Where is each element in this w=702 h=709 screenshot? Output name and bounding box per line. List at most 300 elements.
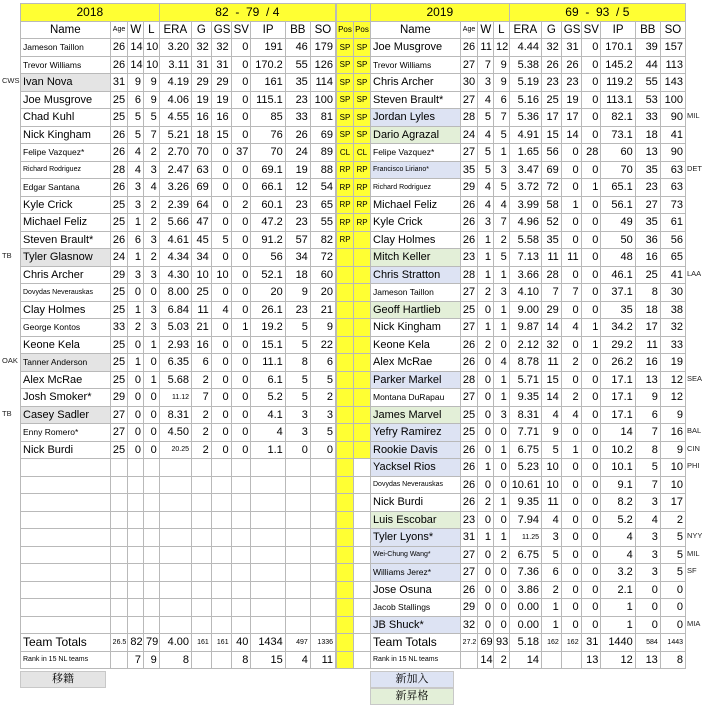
stat-age: 25 (110, 284, 128, 302)
stat-ip: 170.2 (251, 56, 285, 74)
column-header: SV (231, 21, 251, 39)
stat-so: 100 (660, 91, 685, 109)
stat-sv: 2 (231, 196, 251, 214)
stat-so: 65 (310, 196, 335, 214)
stat-ip: 19.2 (251, 319, 285, 337)
stat-gs: 0 (561, 231, 581, 249)
total-gs: 161 (211, 634, 231, 652)
stat-bb: 8 (635, 441, 660, 459)
position-cell (354, 284, 371, 302)
stat-w: 3 (128, 179, 144, 197)
empty-cell (192, 494, 212, 512)
column-header: SO (660, 21, 685, 39)
player-name: Chris Stratton (371, 266, 461, 284)
position-row (337, 301, 371, 319)
stat-w: 4 (128, 161, 144, 179)
player-row (371, 319, 686, 337)
stat-bb: 35 (285, 74, 310, 92)
stat-era: 4.91 (509, 126, 541, 144)
stat-g: 1 (542, 616, 562, 634)
stat-so: 56 (660, 231, 685, 249)
stat-sv: 0 (231, 249, 251, 267)
stat-w: 4 (478, 91, 494, 109)
stat-bb: 13 (635, 144, 660, 162)
stat-age: 25 (110, 91, 128, 109)
empty-cell (21, 546, 111, 564)
stat-ip: 60 (601, 144, 635, 162)
player-name: Nick Burdi (371, 494, 461, 512)
stat-l: 0 (494, 616, 510, 634)
column-header: IP (601, 21, 635, 39)
empty-cell (211, 581, 231, 599)
stat-age: 28 (460, 371, 478, 389)
stat-sv: 0 (581, 511, 601, 529)
player-row (21, 179, 336, 197)
player-name: Chris Archer (371, 74, 461, 92)
stat-so: 9 (310, 319, 335, 337)
stat-sv: 0 (581, 91, 601, 109)
rank-gs (561, 651, 581, 669)
stat-l: 4 (494, 354, 510, 372)
empty-cell (128, 529, 144, 547)
stat-w: 1 (128, 354, 144, 372)
empty-row (21, 616, 336, 634)
stat-so: 41 (660, 126, 685, 144)
stat-era: 4.50 (159, 424, 191, 442)
player-row (371, 231, 686, 249)
position-row (337, 546, 371, 564)
total-age: 26.5 (110, 634, 128, 652)
total-w: 82 (128, 634, 144, 652)
stat-era: 3.47 (509, 161, 541, 179)
player-name: Kyle Crick (21, 196, 111, 214)
empty-cell (159, 581, 191, 599)
stat-sv: 0 (581, 126, 601, 144)
position-column (336, 3, 371, 669)
empty-row (21, 529, 336, 547)
stat-gs: 0 (561, 546, 581, 564)
position-cell (354, 301, 371, 319)
stat-age: 25 (110, 441, 128, 459)
stat-sv: 0 (581, 441, 601, 459)
stat-sv: 0 (231, 284, 251, 302)
stat-w: 0 (478, 511, 494, 529)
player-name: Chris Archer (21, 266, 111, 284)
stat-w: 1 (128, 249, 144, 267)
stat-sv: 0 (581, 56, 601, 74)
stat-so: 22 (310, 336, 335, 354)
stat-l: 2 (144, 196, 160, 214)
empty-cell (144, 599, 160, 617)
team-label: MIL (687, 111, 700, 120)
stat-g: 29 (192, 74, 212, 92)
empty-cell (159, 494, 191, 512)
stat-g: 1 (542, 599, 562, 617)
stat-age: 25 (110, 301, 128, 319)
player-row (371, 511, 686, 529)
position-row (337, 581, 371, 599)
stat-era: 8.31 (509, 406, 541, 424)
team-label: NYY (687, 531, 702, 540)
player-row (371, 39, 686, 57)
stat-l: 3 (494, 161, 510, 179)
position-cell (337, 459, 354, 477)
stat-l: 3 (144, 231, 160, 249)
stat-l: 9 (494, 56, 510, 74)
rank-sv: 8 (231, 651, 251, 669)
rank-so: 8 (660, 651, 685, 669)
position-row (337, 459, 371, 477)
team-label: OAK (2, 356, 18, 365)
stat-bb: 23 (285, 301, 310, 319)
player-name: Geoff Hartlieb (371, 301, 461, 319)
stat-gs: 0 (211, 336, 231, 354)
player-row (371, 616, 686, 634)
stat-age: 27 (110, 406, 128, 424)
stat-sv: 37 (231, 144, 251, 162)
stat-l: 6 (494, 91, 510, 109)
stat-era: 0.00 (509, 599, 541, 617)
stat-gs: 15 (211, 126, 231, 144)
stat-g: 16 (192, 336, 212, 354)
empty-row (21, 564, 336, 582)
position-cell (354, 354, 371, 372)
player-row (21, 354, 336, 372)
column-header: SV (581, 21, 601, 39)
stat-ip: 56 (251, 249, 285, 267)
stat-l: 3 (144, 301, 160, 319)
position-cell: SP (354, 126, 371, 144)
empty-cell (285, 476, 310, 494)
stat-l: 0 (494, 581, 510, 599)
stat-age: 27 (460, 284, 478, 302)
position-cell (337, 371, 354, 389)
stat-w: 0 (128, 389, 144, 407)
player-row (21, 389, 336, 407)
stat-g: 2 (192, 424, 212, 442)
position-cell (337, 581, 354, 599)
stat-g: 18 (192, 126, 212, 144)
column-header: G (192, 21, 212, 39)
player-row (371, 91, 686, 109)
stat-gs: 0 (561, 266, 581, 284)
position-row (337, 494, 371, 512)
stat-ip: 20 (251, 284, 285, 302)
stat-g: 7 (542, 284, 562, 302)
position-cell (337, 319, 354, 337)
stat-so: 82 (310, 231, 335, 249)
stat-w: 5 (478, 161, 494, 179)
stat-bb: 55 (285, 56, 310, 74)
empty-cell (211, 494, 231, 512)
stat-w: 0 (128, 284, 144, 302)
position-cell (354, 371, 371, 389)
stat-era: 9.35 (509, 494, 541, 512)
stat-w: 0 (478, 389, 494, 407)
position-row (337, 214, 371, 232)
empty-cell (21, 511, 111, 529)
player-name: Nick Kingham (21, 126, 111, 144)
stat-gs: 11 (561, 249, 581, 267)
stat-bb: 26 (285, 126, 310, 144)
stat-g: 26 (542, 56, 562, 74)
position-cell (337, 301, 354, 319)
stat-sv: 1 (581, 179, 601, 197)
stat-era: 7.94 (509, 511, 541, 529)
stat-ip: 56.1 (601, 196, 635, 214)
rank-ip: 12 (601, 651, 635, 669)
position-row (337, 109, 371, 127)
stat-bb: 0 (635, 599, 660, 617)
stat-so: 5 (660, 546, 685, 564)
stat-ip: 69.1 (251, 161, 285, 179)
empty-cell (211, 616, 231, 634)
stat-ip: 10.1 (601, 459, 635, 477)
stat-era: 6.75 (509, 546, 541, 564)
stat-ip: 5.2 (251, 389, 285, 407)
player-name: Richard Rodriguez (21, 161, 111, 179)
stat-era: 20.25 (159, 441, 191, 459)
stat-sv: 1 (581, 336, 601, 354)
stat-so: 0 (660, 581, 685, 599)
stat-bb: 27 (635, 196, 660, 214)
stat-l: 0 (144, 424, 160, 442)
stat-bb: 23 (285, 214, 310, 232)
empty-cell (128, 476, 144, 494)
position-cell (354, 441, 371, 459)
position-cell (354, 336, 371, 354)
stat-ip: 17.1 (601, 406, 635, 424)
position-cell: SP (337, 39, 354, 57)
stat-g: 69 (192, 179, 212, 197)
stat-era: 4.44 (509, 39, 541, 57)
player-row (371, 441, 686, 459)
stat-bb: 9 (635, 389, 660, 407)
stat-l: 7 (494, 214, 510, 232)
stat-g: 32 (542, 39, 562, 57)
stat-w: 0 (478, 441, 494, 459)
stat-ip: 60.1 (251, 196, 285, 214)
stat-so: 63 (660, 161, 685, 179)
empty-cell (211, 564, 231, 582)
stat-age: 29 (460, 179, 478, 197)
position-cell: SP (337, 74, 354, 92)
player-name: Ivan Nova (21, 74, 111, 92)
stat-ip: 29.2 (601, 336, 635, 354)
rank-l: 2 (494, 651, 510, 669)
stat-era: 3.99 (509, 196, 541, 214)
stat-gs: 0 (211, 214, 231, 232)
stat-sv: 0 (581, 74, 601, 92)
rank-w: 14 (478, 651, 494, 669)
stat-age: 32 (460, 616, 478, 634)
stat-ip: 70 (601, 161, 635, 179)
stat-gs: 0 (211, 389, 231, 407)
empty-cell (251, 494, 285, 512)
stat-l: 2 (144, 249, 160, 267)
empty-cell (211, 459, 231, 477)
stat-g: 70 (192, 144, 212, 162)
stat-age: 27 (460, 144, 478, 162)
empty-cell (192, 529, 212, 547)
stat-so: 5 (310, 424, 335, 442)
stat-g: 9 (542, 424, 562, 442)
stat-w: 5 (128, 126, 144, 144)
stat-era: 6.75 (509, 441, 541, 459)
stat-g: 4 (542, 406, 562, 424)
player-name: Jose Osuna (371, 581, 461, 599)
position-cell: RP (354, 161, 371, 179)
stat-era: 4.10 (509, 284, 541, 302)
stat-sv: 0 (581, 266, 601, 284)
stat-g: 2 (542, 581, 562, 599)
stat-w: 7 (478, 56, 494, 74)
stat-sv: 1 (231, 319, 251, 337)
stat-sv: 0 (231, 231, 251, 249)
stat-era: 8.31 (159, 406, 191, 424)
position-row (337, 354, 371, 372)
stat-age: 33 (110, 319, 128, 337)
stat-l: 5 (494, 249, 510, 267)
rank-label: Rank in 15 NL teams (21, 651, 111, 669)
pos-header-right: Pos (354, 21, 371, 39)
empty-cell (110, 459, 128, 477)
stat-bb: 18 (285, 266, 310, 284)
position-cell (354, 546, 371, 564)
player-name: Jameson Taillon (21, 39, 111, 57)
player-name: JB Shuck* (371, 616, 461, 634)
stat-age: 25 (110, 354, 128, 372)
position-row (337, 231, 371, 249)
player-row (371, 284, 686, 302)
stat-w: 4 (128, 144, 144, 162)
stat-so: 113 (660, 56, 685, 74)
empty-cell (128, 546, 144, 564)
stat-ip: 3.2 (601, 564, 635, 582)
team-label: BAL (687, 426, 702, 435)
empty-cell (285, 581, 310, 599)
empty-cell (211, 476, 231, 494)
empty-cell (211, 529, 231, 547)
position-row (337, 56, 371, 74)
stat-w: 0 (128, 371, 144, 389)
empty-cell (192, 546, 212, 564)
stat-sv: 0 (581, 231, 601, 249)
empty-cell (310, 529, 335, 547)
total-g: 161 (192, 634, 212, 652)
stat-ip: 14 (601, 424, 635, 442)
player-name: Alex McRae (21, 371, 111, 389)
player-name: Tyler Lyons* (371, 529, 461, 547)
stat-sv: 0 (581, 249, 601, 267)
empty-cell (285, 529, 310, 547)
empty-cell (285, 564, 310, 582)
empty-cell (231, 494, 251, 512)
stat-l: 2 (494, 546, 510, 564)
position-cell (337, 441, 354, 459)
stat-sv: 1 (581, 319, 601, 337)
stat-era: 2.12 (509, 336, 541, 354)
player-row (21, 284, 336, 302)
position-cell (354, 581, 371, 599)
player-name: Trevor Williams (371, 56, 461, 74)
stat-ip: 191 (251, 39, 285, 57)
team-label: SF (687, 566, 697, 575)
position-cell (354, 529, 371, 547)
stat-bb: 53 (635, 91, 660, 109)
stat-gs: 0 (561, 616, 581, 634)
position-cell: SP (354, 39, 371, 57)
empty-cell (159, 616, 191, 634)
position-row (337, 74, 371, 92)
stat-g: 15 (542, 126, 562, 144)
empty-cell (128, 459, 144, 477)
stat-bb: 13 (635, 371, 660, 389)
stat-g: 10 (542, 459, 562, 477)
player-name: Keone Kela (371, 336, 461, 354)
stat-gs: 0 (211, 196, 231, 214)
stat-g: 10 (542, 476, 562, 494)
stat-era: 0.00 (509, 616, 541, 634)
total-so: 1336 (310, 634, 335, 652)
stat-bb: 9 (285, 284, 310, 302)
stat-era: 1.65 (509, 144, 541, 162)
stat-gs: 1 (561, 441, 581, 459)
stat-g: 21 (192, 319, 212, 337)
empty-cell (21, 616, 111, 634)
empty-cell (21, 476, 111, 494)
stat-age: 25 (110, 336, 128, 354)
stat-ip: 5.2 (601, 511, 635, 529)
stat-l: 1 (494, 319, 510, 337)
stat-gs: 0 (561, 494, 581, 512)
stat-age: 26 (110, 144, 128, 162)
empty-cell (310, 511, 335, 529)
stat-gs: 16 (211, 109, 231, 127)
stat-gs: 0 (561, 564, 581, 582)
stat-bb: 36 (635, 231, 660, 249)
player-name: Joe Musgrove (371, 39, 461, 57)
stat-w: 1 (478, 529, 494, 547)
stat-era: 5.19 (509, 74, 541, 92)
stat-so: 5 (660, 564, 685, 582)
stat-age: 25 (110, 371, 128, 389)
stat-ip: 34.2 (601, 319, 635, 337)
player-row (21, 301, 336, 319)
stat-so: 114 (310, 74, 335, 92)
player-name: Kyle Crick (371, 214, 461, 232)
empty-row (21, 494, 336, 512)
stat-gs: 5 (211, 231, 231, 249)
player-name: Trevor Williams (21, 56, 111, 74)
table-2019 (370, 3, 686, 669)
stat-ip: 1.1 (251, 441, 285, 459)
player-row (371, 249, 686, 267)
position-cell: SP (354, 56, 371, 74)
player-row (21, 406, 336, 424)
stat-era: 8.78 (509, 354, 541, 372)
stat-so: 63 (660, 179, 685, 197)
stat-sv: 0 (581, 214, 601, 232)
stat-bb: 34 (285, 249, 310, 267)
stat-gs: 0 (561, 459, 581, 477)
stat-age: 25 (460, 406, 478, 424)
player-row (21, 144, 336, 162)
stat-age: 26 (460, 476, 478, 494)
stat-w: 14 (128, 56, 144, 74)
stat-sv: 0 (231, 109, 251, 127)
empty-row (21, 459, 336, 477)
